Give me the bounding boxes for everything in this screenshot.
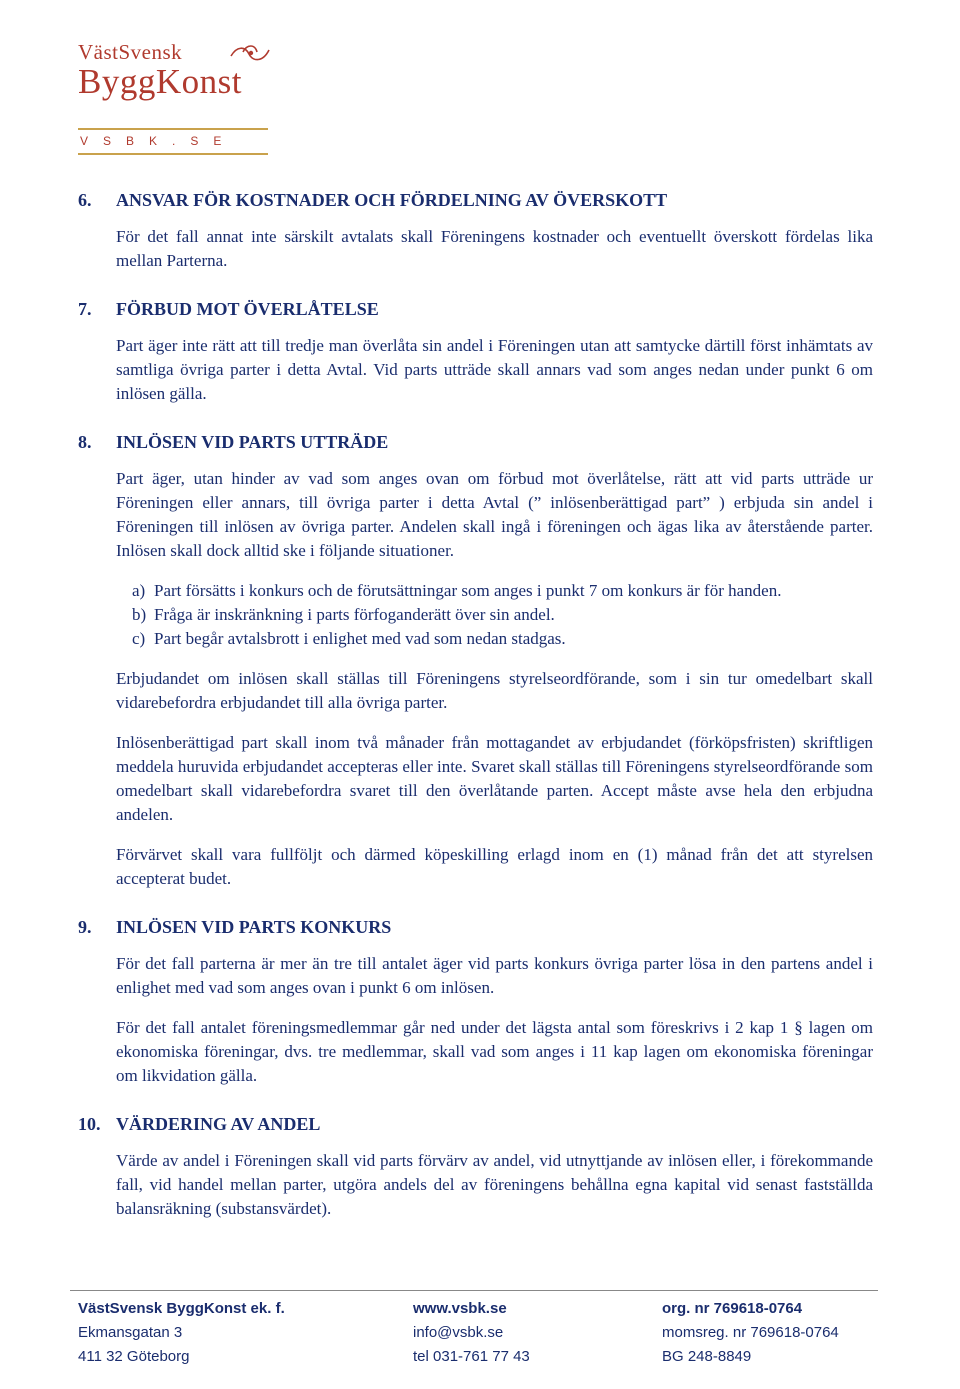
list-text: Part begår avtalsbrott i enlighet med vad som nedan stadgas. xyxy=(154,629,566,648)
paragraph: Erbjudandet om inlösen skall ställas till Föreningens styrelseordförande, som i sin tur omedelbart skall vidarebefordra erbjudandet till alla övriga parter. xyxy=(116,669,873,712)
condition-list xyxy=(116,579,873,651)
section-title: INLÖSEN VID PARTS UTTRÄDE xyxy=(116,432,389,452)
paragraph: Värde av andel i Föreningen skall vid parts förvärv av andel, vid utnyttjande av inlösen eller, i förekommande fall, vid handel mellan parter, utgöra andels del av föreningens behållna egna kapital vid senast fastställda balansräkning (substansvärdet). xyxy=(116,1151,873,1218)
paragraph: Part äger, utan hinder av vad som anges ovan om förbud mot överlåtelse, rätt att vid parts utträde ur Föreningen eller annars, till övriga parter i detta Avtal (” inlösenberättigad part” ) erbjuda sin andel i Föreningen till inlösen av övriga parter. Andelen skall ingå i föreningen och ägas lika av återstående parter. Inlösen skall dock alltid ske i följande situationer. xyxy=(116,469,873,560)
list-item xyxy=(116,603,873,627)
list-item xyxy=(116,627,873,651)
section-title: FÖRBUD MOT ÖVERLÅTELSE xyxy=(116,299,379,319)
paragraph: Förvärvet skall vara fullföljt och därmed köpeskilling erlagd inom en (1) månad från det att styrelsen accepterat budet. xyxy=(116,845,873,888)
list-item xyxy=(116,579,873,603)
section-8 xyxy=(78,432,873,891)
paragraph: För det fall antalet föreningsmedlemmar går ned under det lägsta antal som föreskrivs i 2 kap 1 § lagen om ekonomiska föreningar, dvs. tre medlemmar, skall vad som anges i 11 kap lagen om ekonomiska föreningar om likvidation gälla. xyxy=(116,1018,873,1085)
footer-city: 411 32 Göteborg xyxy=(78,1348,190,1365)
paragraph: Part äger inte rätt att till tredje man överlåta sin andel i Föreningen utan att samtycke därtill först inhämtats av samtliga övriga parter i detta Avtal. Vid parts utträde skall annars vad som anges nedan under punkt 6 om inlösen gälla. xyxy=(116,336,873,403)
logo-line-1: VästSvensk xyxy=(78,40,183,64)
paragraph: För det fall parterna är mer än tre till antalet äger vid parts konkurs övriga parter lösa in den partens andel i enlighet med vad som anges ovan i punkt 6 om inlösen. xyxy=(116,954,873,997)
footer-company-name: VästSvensk ByggKonst ek. f. xyxy=(78,1300,285,1317)
list-marker: b) xyxy=(132,605,147,624)
logo-line-3: VSBK.SE xyxy=(80,134,237,148)
section-heading xyxy=(78,190,873,211)
section-6 xyxy=(78,190,873,273)
footer-website-link[interactable]: www.vsbk.se xyxy=(413,1300,507,1317)
footer-divider xyxy=(70,1290,878,1291)
section-9 xyxy=(78,917,873,1088)
section-number: 6. xyxy=(78,190,92,210)
company-logo xyxy=(78,40,278,148)
logo-rule-top xyxy=(78,128,268,130)
list-text: Part försätts i konkurs och de förutsättningar som anges i punkt 7 om konkurs är för handen. xyxy=(154,581,782,600)
section-heading xyxy=(78,299,873,320)
footer-phone: tel 031-761 77 43 xyxy=(413,1348,530,1365)
section-10 xyxy=(78,1114,873,1221)
list-marker: c) xyxy=(132,629,146,648)
section-number: 10. xyxy=(78,1114,101,1134)
footer-contact-column xyxy=(413,1297,530,1369)
section-number: 7. xyxy=(78,299,92,319)
footer-vat-number: momsreg. nr 769618-0764 xyxy=(662,1324,839,1341)
paragraph: Inlösenberättigad part skall inom två månader från mottagandet av erbjudandet (förköpsfristen) skriftligen meddela huruvida erbjudandet accepteras eller inte. Svaret skall ställas till Föreningens styrelseordförande som omedelbart skall vidarebefordra svaret till den överlåtande parten. Accept måste avse hela den erbjudna andelen. xyxy=(116,733,873,824)
footer-company-column xyxy=(78,1297,285,1369)
section-number: 8. xyxy=(78,432,92,452)
section-7 xyxy=(78,299,873,406)
footer-email-link[interactable]: info@vsbk.se xyxy=(413,1324,504,1341)
logo-flourish-icon xyxy=(229,42,273,64)
list-text: Fråga är inskränkning i parts förfoganderätt över sin andel. xyxy=(154,605,555,624)
section-heading xyxy=(78,432,873,453)
section-number: 9. xyxy=(78,917,92,937)
section-title: ANSVAR FÖR KOSTNADER OCH FÖRDELNING AV ÖVERSKOTT xyxy=(116,190,668,210)
section-title: VÄRDERING AV ANDEL xyxy=(116,1114,321,1134)
section-heading xyxy=(78,917,873,938)
section-heading xyxy=(78,1114,873,1135)
footer-bankgiro: BG 248-8849 xyxy=(662,1348,752,1365)
footer-registration-column xyxy=(662,1297,839,1369)
document-body xyxy=(78,190,873,1247)
footer-org-number: org. nr 769618-0764 xyxy=(662,1300,803,1317)
list-marker: a) xyxy=(132,581,146,600)
paragraph: För det fall annat inte särskilt avtalats skall Föreningens kostnader och eventuellt överskott fördelas lika mellan Parterna. xyxy=(116,227,873,270)
section-title: INLÖSEN VID PARTS KONKURS xyxy=(116,917,392,937)
logo-rule-bottom xyxy=(78,153,268,155)
logo-line-2: ByggKonst xyxy=(78,62,242,101)
footer-street: Ekmansgatan 3 xyxy=(78,1324,183,1341)
